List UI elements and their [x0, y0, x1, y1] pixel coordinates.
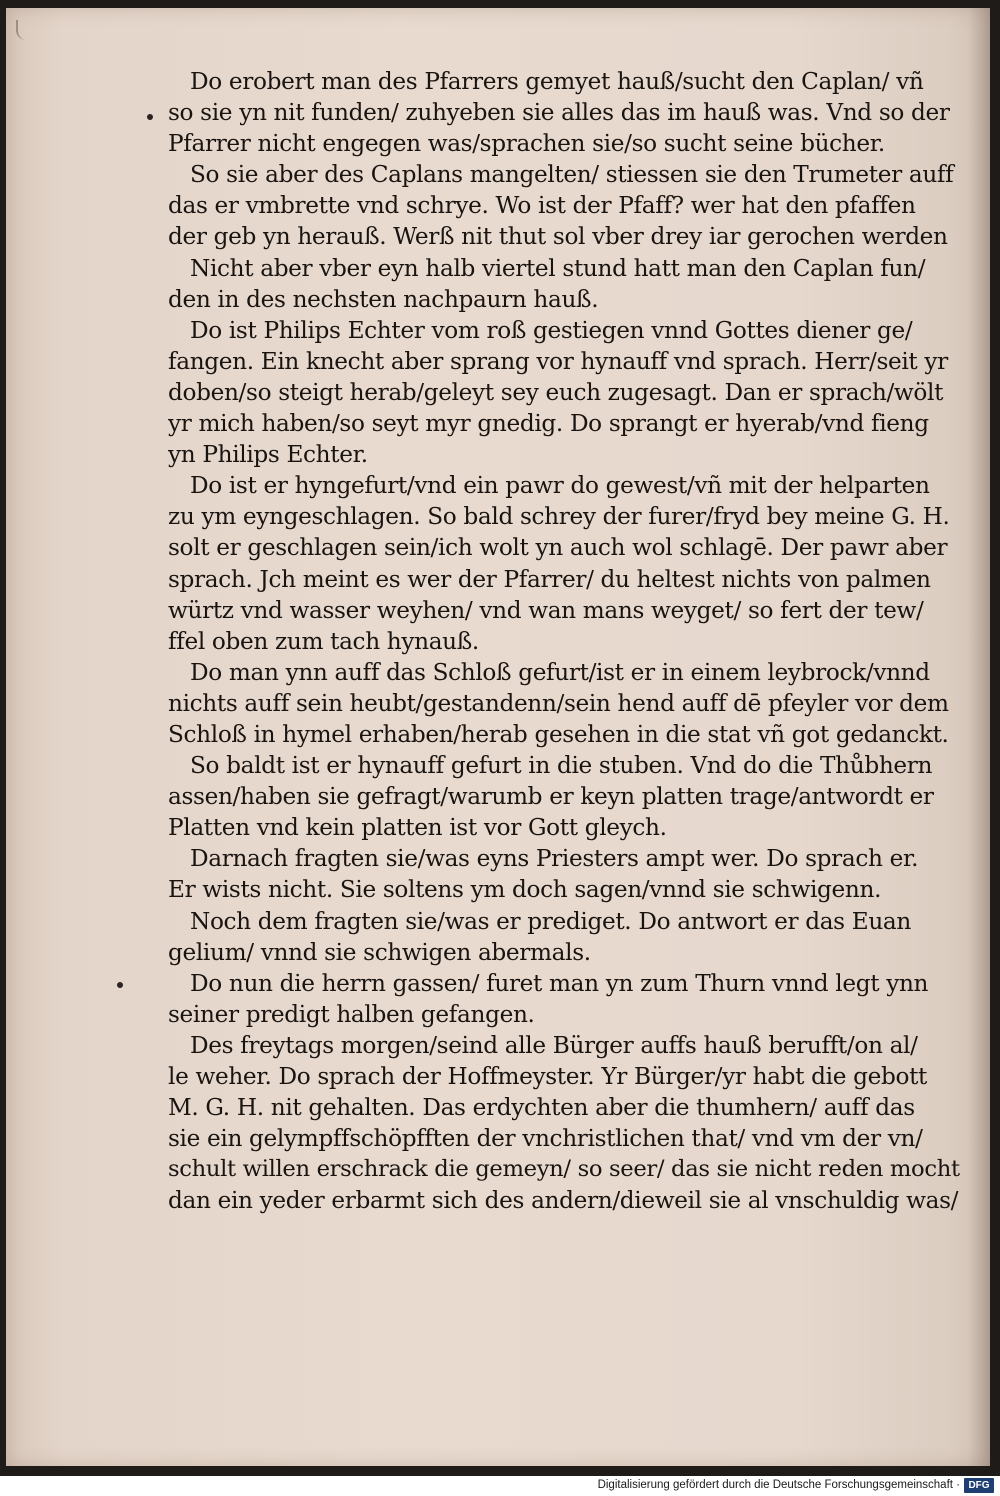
text-line: solt er geschlagen sein/ich wolt yn auch wol schlagē. Der pawr aber [168, 534, 948, 562]
text-line: Do ist er hyngefurt/vnd ein pawr do gewest/vñ mit der helparten [190, 472, 930, 500]
margin-mark [147, 114, 153, 120]
text-line: assen/haben sie gefragt/warumb er keyn platten trage/antwordt er [168, 783, 934, 811]
text-line: den in des nechsten nachpaurn hauß. [168, 285, 599, 313]
margin-mark [117, 982, 123, 988]
text-line: Nicht aber vber eyn halb viertel stund hatt man den Caplan fun/ [190, 254, 926, 282]
text-line: Do nun die herrn gassen/ furet man yn zum Thurn vnnd legt ynn [190, 969, 929, 997]
text-line: seiner predigt halben gefangen. [168, 1000, 535, 1028]
text-line: das er vmbrette vnd schrye. Wo ist der Pfaff? wer hat den pfaffen [168, 192, 916, 220]
text-line: Platten vnd kein platten ist vor Gott gleych. [168, 814, 667, 842]
text-line: Pfarrer nicht engegen was/sprachen sie/so sucht seine bücher. [168, 130, 885, 158]
page-corner-mark [16, 20, 32, 40]
text-line: Des freytags morgen/seind alle Bürger auffs hauß berufft/on al/ [190, 1031, 918, 1059]
text-line: Do ist Philips Echter vom roß gestiegen vnnd Gottes diener ge/ [190, 316, 913, 344]
text-line: dan ein yeder erbarmt sich des andern/dieweil sie al vnschuldig was/ [168, 1187, 959, 1215]
funding-notice: Digitalisierung gefördert durch die Deutsche Forschungsgemeinschaft · [597, 1479, 960, 1491]
text-line: So sie aber des Caplans mangelten/ stiessen sie den Trumeter auff [190, 161, 954, 189]
text-line: zu ym eyngeschlagen. So bald schrey der furer/fryd bey meine G. H. [168, 503, 950, 531]
text-line: schult willen erschrack die gemeyn/ so seer/ das sie nicht reden mocht [168, 1156, 960, 1183]
text-line: Noch dem fragten sie/was er prediget. Do antwort er das Euan [190, 907, 911, 935]
text-line: nichts auff sein heubt/gestandenn/sein hend auff dē pfeyler vor dem [168, 689, 949, 717]
text-line: M. G. H. nit gehalten. Das erdychten aber die thumhern/ auff das [168, 1094, 915, 1122]
text-line: Do erobert man des Pfarrers gemyet hauß/sucht den Caplan/ vñ [190, 68, 924, 95]
text-line: sprach. Jch meint es wer der Pfarrer/ du heltest nichts von palmen [168, 565, 931, 593]
text-line: ffel oben zum tach hynauß. [168, 627, 479, 655]
text-line: yr mich haben/so seyt myr gnedig. Do sprangt er hyerab/vnd fieng [168, 410, 929, 438]
text-line: der geb yn herauß. Werß nit thut sol vber drey iar gerochen werden [168, 223, 948, 251]
text-line: Schloß in hymel erhaben/herab gesehen in die stat vñ got gedanckt. [168, 720, 949, 748]
text-line: yn Philips Echter. [168, 441, 368, 469]
text-line: Darnach fragten sie/was eyns Priesters ampt wer. Do sprach er. [190, 845, 919, 873]
text-line: Er wists nicht. Sie soltens ym doch sagen/vnnd sie schwigenn. [168, 876, 882, 904]
text-line: So baldt ist er hynauff gefurt in die stuben. Vnd do die Thůbhern [190, 752, 933, 780]
text-line: fangen. Ein knecht aber sprang vor hynauff vnd sprach. Herr/seit yr [168, 347, 948, 375]
text-line: Do man ynn auff das Schloß gefurt/ist er in einem leybrock/vnnd [190, 658, 930, 686]
text-line: le weher. Do sprach der Hoffmeyster. Yr Bürger/yr habt die gebott [168, 1063, 927, 1090]
text-line: gelium/ vnnd sie schwigen abermals. [168, 938, 591, 966]
text-line: so sie yn nit funden/ zuhyeben sie alles das im hauß was. Vnd so der [168, 99, 950, 127]
text-line: würtz vnd wasser weyhen/ vnd wan mans weyget/ so fert der tew/ [168, 596, 924, 624]
body-text [168, 66, 968, 1216]
dfg-logo: DFG [964, 1478, 994, 1493]
text-line: sie ein gelympffschöpfften der vnchristlichen that/ vnd vm der vn/ [168, 1125, 923, 1153]
footer [0, 1476, 1000, 1496]
text-line: doben/so steigt herab/geleyt sey euch zugesagt. Dan er sprach/wölt [168, 378, 944, 406]
